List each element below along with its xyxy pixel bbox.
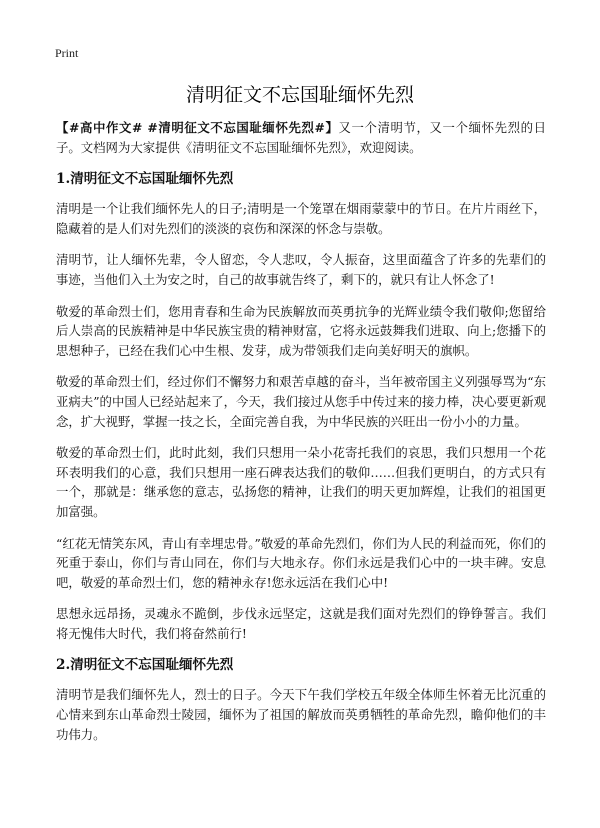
article-body bbox=[56, 118, 546, 756]
section-1-paragraph: 清明是一个让我们缅怀先人的日子;清明是一个笼罩在烟雨蒙蒙中的节日。在片片雨丝下，隐藏着的是人们对先烈们的淡淡的哀伤和深深的怀念与崇敬。 bbox=[56, 201, 546, 236]
intro-text: 又一个清明节，又一个缅怀先烈的日子。文档网为大家提供《清明征文不忘国耻缅怀先烈》，欢迎阅读。 bbox=[56, 120, 547, 155]
section-heading-1: 1.清明征文不忘国耻缅怀先烈 bbox=[56, 171, 234, 188]
intro-tag: 【#高中作文# #清明征文不忘国耻缅怀先烈#】 bbox=[56, 120, 339, 135]
section-heading-2: 2.清明征文不忘国耻缅怀先烈 bbox=[56, 657, 234, 674]
section-1-paragraph: 敬爱的革命烈士们，此时此刻，我们只想用一朵小花寄托我们的哀思，我们只想用一个花环表明我们的心意，我们只想用一座石碑表达我们的敬仰……但我们更明白，的方式只有一个，那就是：继承您的意志，弘扬您的精神，让我们的明天更加辉煌，让我们的祖国更加富强。 bbox=[56, 445, 546, 519]
intro-paragraph bbox=[56, 118, 546, 157]
section-1-paragraph: 敬爱的革命烈士们，经过你们不懈努力和艰苦卓越的奋斗，当年被帝国主义列强辱骂为“东亚病夫”的中国人已经站起来了，今天，我们接过从您手中传过来的接力棒，决心要更新观念，扩大视野，掌握一技之长，全面完善自我，为中华民族的兴旺出一份小小的力量。 bbox=[56, 374, 546, 429]
section-1-paragraph: 敬爱的革命烈士们，您用青春和生命为民族解放而英勇抗争的光辉业绩令我们敬仰;您留给后人崇高的民族精神是中华民族宝贵的精神财富，它将永远鼓舞我们进取、向上;您播下的思想种子，已经在我们心中生根、发芽，成为带领我们走向美好明天的旗帜。 bbox=[56, 303, 546, 358]
page-title: 清明征文不忘国耻缅怀先烈 bbox=[185, 84, 414, 106]
section-2-paragraph: 清明节是我们缅怀先人，烈士的日子。今天下午我们学校五年级全体师生怀着无比沉重的心情来到东山革命烈士陵园，缅怀为了祖国的解放而英勇牺牲的革命先烈，瞻仰他们的丰功伟力。 bbox=[56, 687, 546, 742]
print-link[interactable]: Print bbox=[55, 46, 79, 60]
section-1-paragraph: 清明节，让人缅怀先辈，令人留恋，令人悲叹，令人振奋，这里面蕴含了许多的先辈们的事迹，当他们入土为安之时，自己的故事就告终了，剩下的，就只有让人怀念了! bbox=[56, 252, 546, 287]
section-1-paragraph: “红花无情笑东风，青山有幸埋忠骨。”敬爱的革命先烈们，你们为人民的利益而死，你们的死重于泰山，你们与青山同在，你们与大地永存。你们永远是我们心中的一块丰碑。安息吧，敬爱的革命烈士们，您的精神永存!您永远活在我们心中! bbox=[56, 535, 546, 590]
section-1-paragraph: 思想永远昂扬，灵魂永不跪倒，步伐永远坚定，这就是我们面对先烈们的铮铮誓言。我们将无愧伟大时代，我们将奋然前行! bbox=[56, 606, 546, 641]
